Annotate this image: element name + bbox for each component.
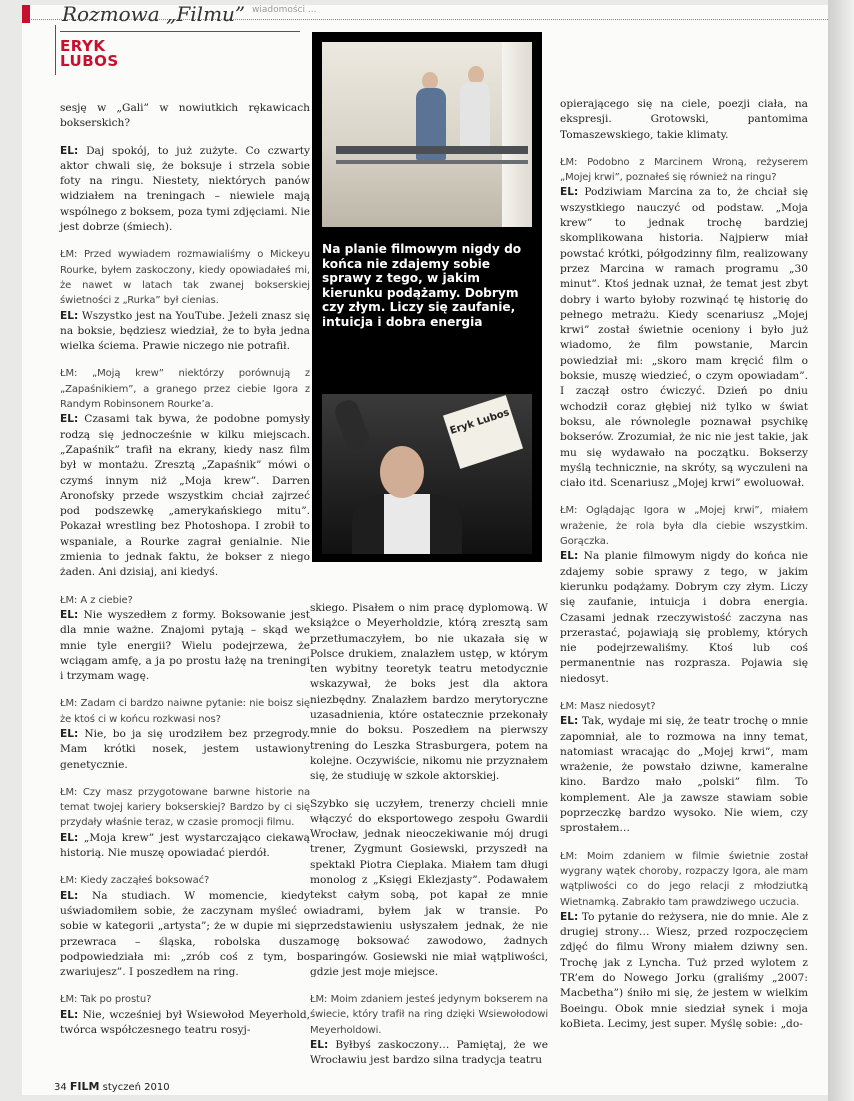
paragraph [560,97,808,143]
question: ŁM: Moim zdaniem w filmie świetnie został wygrany wątek choroby, rozpaczy Igora, ale mam wątpliwości co do jego relacji z młodziutką Wietnamką. Zabrakło tam prawdziwego uczucia. [560,850,808,908]
answer-text: skiego. Pisałem o nim pracę dyplomową. W książce o Meyerholdzie, którą zresztą sam przetłumaczyłem, bo nie ukazała się w Polsce drukiem, znalazłem ustęp, w którym ten wybitny teoretyk teatru metodycznie wskazywał, że boks jest dla aktora niezbędny. Znalazłem bardzo merytoryczne uzasadnienia, które ostatecznie przekonały mnie do boksu. Poszedłem na pierwszy trening do Leszka Strasburgera, potem na kolejne. Oczywiście, nikomu nie przyznałem się, że studiuję w szkole aktorskiej. [310,602,548,783]
bench-bar [336,160,528,164]
question: ŁM: Zadam ci bardzo naiwne pytanie: nie boisz się że ktoś ci w końcu rozkwasi nos? [60,698,310,725]
paragraph [560,849,808,1033]
paragraph [60,366,310,580]
bench-rail [336,146,528,154]
answer-text: Nie wyszedłem z formy. Boksowanie jest dla mnie ważne. Znajomi pytają – skąd we mnie tyle energii? Wielu podejrzewa, że wciągam amfę, a ja po prostu łażę na treningi i trzymam wagę. [60,608,311,683]
binding-shadow [828,0,854,1101]
speaker-label: EL: [60,727,79,740]
question: ŁM: A z ciebie? [60,594,133,606]
question: ŁM: Tak po prostu? [60,994,152,1006]
answer-text: Wszystko jest na YouTube. Jeżeli znasz się na boksie, będziesz wiedział, że to była jedna wielka ściema. Prawie niczego nie potrafił. [60,309,310,353]
answer-text: Podziwiam Marcina za to, że chciał się wszystkiego nauczyć od podstaw. „Moja krew” to jednak trochę bardziej skomplikowana historia. Najpierw miał powstać krótki, półgodzinny film, realizowany przez Marcina w ramach programu „30 minut”. Ktoś jednak uznał, że temat jest zbyt dobry i warto byłoby rozwinąć tę historię do pełnego metrażu. Kiedy scenariusz „Mojej krwi” został świetnie oceniony i było już wiadomo, że film powstanie, Marcin powiedział mi: „skoro mam kręcić film o boksie, muszę wiedzieć, o czym opowiadam”. I zaczął ostro ćwiczyć. Dzień po dniu wchodził coraz głębiej niż tylko w świat boksu, ale równolegle poznawał psychikę bokserów. Zrozumiał, że nic nie jest takie, jak mu się wydawało na początku. Bokserzy myślą technicznie, na skróty, są wyczuleni na ciało itd. Scenariusz „Mojej krwi” ewoluował. [560,186,808,490]
paragraph [560,503,808,687]
page-footer [54,1080,170,1093]
paragraph [310,601,548,785]
speaker-label: EL: [60,144,79,157]
text-column-1 [60,101,310,1050]
section-title: Rozmowa „Filmu” [62,5,246,26]
answer-text: Czasami tak bywa, że podobne pomysły rodzą się jednocześnie w kilku miejscach. „Zapaśnik” trafił na ekrany, kiedy nasz film był w montażu. Zresztą „Zapaśnik” mówi o czymś innym niż „Moja krew”. Darren Aronofsky przede wszystkim chciał zajrzeć pod podszewkę „amerykańskiego mitu”. Pokazał wrestling bez Photoshopa. I zrobił to wspaniale, a Rourke zagrał genialnie. Nie zmienia to jednak faktu, że bokser z niego żaden. Ani dzisiaj, ani kiedyś. [60,413,310,579]
interviewee-name [60,39,119,69]
paragraph [310,797,548,981]
name-sign: Eryk Lubos [443,395,523,469]
answer-text: „Moja krew” jest wystarczająco ciekawą historią. Nie muszę opowiadać pierdół. [60,831,310,860]
question: ŁM: Kiedy zacząłeś boksować? [60,875,210,887]
speaker-label: EL: [310,1039,329,1052]
speaker-label: EL: [60,889,79,902]
paragraph [60,593,310,685]
name-rule [60,31,300,32]
question: ŁM: „Moją krew” niektórzy porównują z „Zapaśnikiem”, a granego przez ciebie Igora z Randym Robinsonem Rourke’a. [60,368,310,411]
speaker-label: EL: [60,608,79,621]
speaker-label: EL: [60,309,79,322]
speaker-label: EL: [60,1008,79,1021]
man-figure [460,82,490,154]
paragraph [60,992,310,1038]
issue-date: styczeń 2010 [102,1082,170,1093]
paragraph [60,873,310,980]
text-column-3 [560,97,808,1044]
answer-text: To pytanie do reżysera, nie do mnie. Ale z drugiej strony… Wiesz, przed rozpoczęciem zdjęć do filmu Wrony miałem dziwny sen. Trochę jak z Lyncha. Tuż przed wylotem z TR’em do Nowego Jorku (graliśmy „2007: Macbetha”) śniło mi się, że jestem w wielkim Boeingu. Obok mnie siedział synek i moja koBieta. Lecimy, jest super. Myślę sobie: „do- [560,910,808,1030]
answer-text: Na planie filmowym nigdy do końca nie zdajemy sobie sprawy z tego, w jakim kierunku podążamy. Dobrym czy złym. Liczy się zaufanie, intuicja i dobra energia. Czasami jednak rzeczywistość zaczyna nas przerastać, pojawiają się problemy, których nie podejrzewaliśmy. Ktoś lub coś permanentnie nas rozprasza. Pojawia się niedosyt. [560,550,809,685]
section-marker [22,5,30,23]
speaker-label: EL: [560,550,579,563]
question: ŁM: Moim zdaniem jesteś jedynym bokserem na świecie, który trafił na ring dzięki Wsiewołodowi Meyerholdowi. [310,994,548,1036]
paragraph [60,785,310,861]
speaker-label: EL: [560,910,579,923]
speaker-label: EL: [60,831,79,844]
actor-head [380,446,424,498]
bench-photo [322,42,532,227]
text-column-2 [310,601,548,1081]
answer-text: sesję w „Gali” w nowiutkich rękawicach bokserskich? [60,102,310,130]
name-first: ERYK [60,37,106,55]
paragraph [60,144,310,236]
speaker-label: EL: [560,186,579,199]
answer-text: Nie, wcześniej był Wsiewołod Meyerhold, twórca współczesnego teatru rosyj- [60,1008,310,1037]
shirt [384,494,430,554]
question: ŁM: Przed wywiadem rozmawialiśmy o Mickeyu Rourke, byłem zaskoczony, kiedy opowiadałeś mi, że nawet w latach tak zwanej bokserskiej świetności z „Rurka” był cienias. [60,249,310,307]
answer-text: Tak, wydaje mi się, że teatr trochę o mnie zapomniał, ale to rozmowa na inny temat, natomiast wracając do „Mojej krwi”, mam wrażenie, że powstało dziwne, kameralne kino. Bardzo mało „polski” film. To komplement. Ale ja zawsze stawiam sobie poprzeczkę bardzo wysoko. Nie wiem, czy sprostałem… [560,715,808,835]
magazine-name: FILM [69,1080,100,1093]
paragraph [560,699,808,837]
magazine-page [22,5,828,1095]
question: ŁM: Podobno z Marcinem Wroną, reżyserem „Mojej krwi”, poznałeś się również na ringu? [560,156,808,184]
paragraph [310,992,548,1068]
boxing-glove [332,397,372,452]
photo-block [312,32,542,562]
question: ŁM: Czy masz przygotowane barwne historie na temat twojej kariery bokserskiej? Bardzo by ci się przydały właśnie teraz, w czasie promocji filmu. [60,786,310,829]
paragraph [560,155,808,492]
name-left-rule [55,25,56,75]
boxer-photo [322,394,532,554]
answer-text: opierającego się na ciele, poezji ciała, na ekspresji. Grotowski, pantomima Tomaszewskiego, takie klimaty. [560,98,808,141]
answer-text: Nie, bo ja się urodziłem bez przegrody. Mam krótki nosek, jestem ustawiony genetycznie. [60,727,310,771]
name-last: LUBOS [60,52,119,70]
page-number: 34 [54,1082,67,1093]
answer-text: Na studiach. W momencie, kiedy uświadomiłem sobie, że zaczynam myśleć o sobie w kategorii „artysta”; że w dupie mi się przewraca – śląska, robolska dusza podpowiedziała mi: „zrób coś z tym, bo zwariujesz”. I poszedłem na ring. [60,889,310,979]
answer-text: Szybko się uczyłem, trenerzy chcieli mnie włączyć do eksportowego zespołu Gwardii Wrocław, jednak nieoczekiwanie mój drugi trener, Zygmunt Gosiewski, przyszedł na spektakl Piotra Cieplaka. Miałem tam długi monolog z „Księgi Eklezjasty”. Podawałem tekst całym sobą, pot kapał ze mnie wiadrami, byłem jak w transie. Po przedstawieniu usłyszałem jednak, że nie mogę boksować zawodowo, żadnych sparingów. Gosiewski nie miał wątpliwości, gdzie jest moje miejsce. [310,797,548,978]
answer-text: Byłbyś zaskoczony… Pamiętaj, że we Wrocławiu jest bardzo silna tradycja teatru [310,1039,548,1067]
speaker-label: EL: [560,715,579,728]
pillar-shape [502,42,532,227]
answer-text: Daj spokój, to już zużyte. Co czwarty aktor chwali się, że boksuje i strzela sobie foty na ringu. Niestety, niektórych panów widziałem na treningach – niewiele mają wspólnego z boksem, poza tymi zdjęciami. Nie jest dobrze (śmiech). [60,144,310,234]
speaker-label: EL: [60,413,79,426]
paragraph [60,101,310,132]
pull-quote: Na planie filmowym nigdy do końca nie zdajemy sobie sprawy z tego, w jakim kierunku podążamy. Dobrym czy złym. Liczy się zaufanie, intuicja i dobra energia [322,242,522,329]
question: ŁM: Oglądając Igora w „Mojej krwi”, miałem wrażenie, że rola była dla ciebie wszystkim. Gorączka. [560,505,808,548]
paragraph [60,247,310,354]
header-subtitle: wiadomości ... [252,5,317,15]
paragraph [60,696,310,772]
question: ŁM: Masz niedosyt? [560,700,656,712]
